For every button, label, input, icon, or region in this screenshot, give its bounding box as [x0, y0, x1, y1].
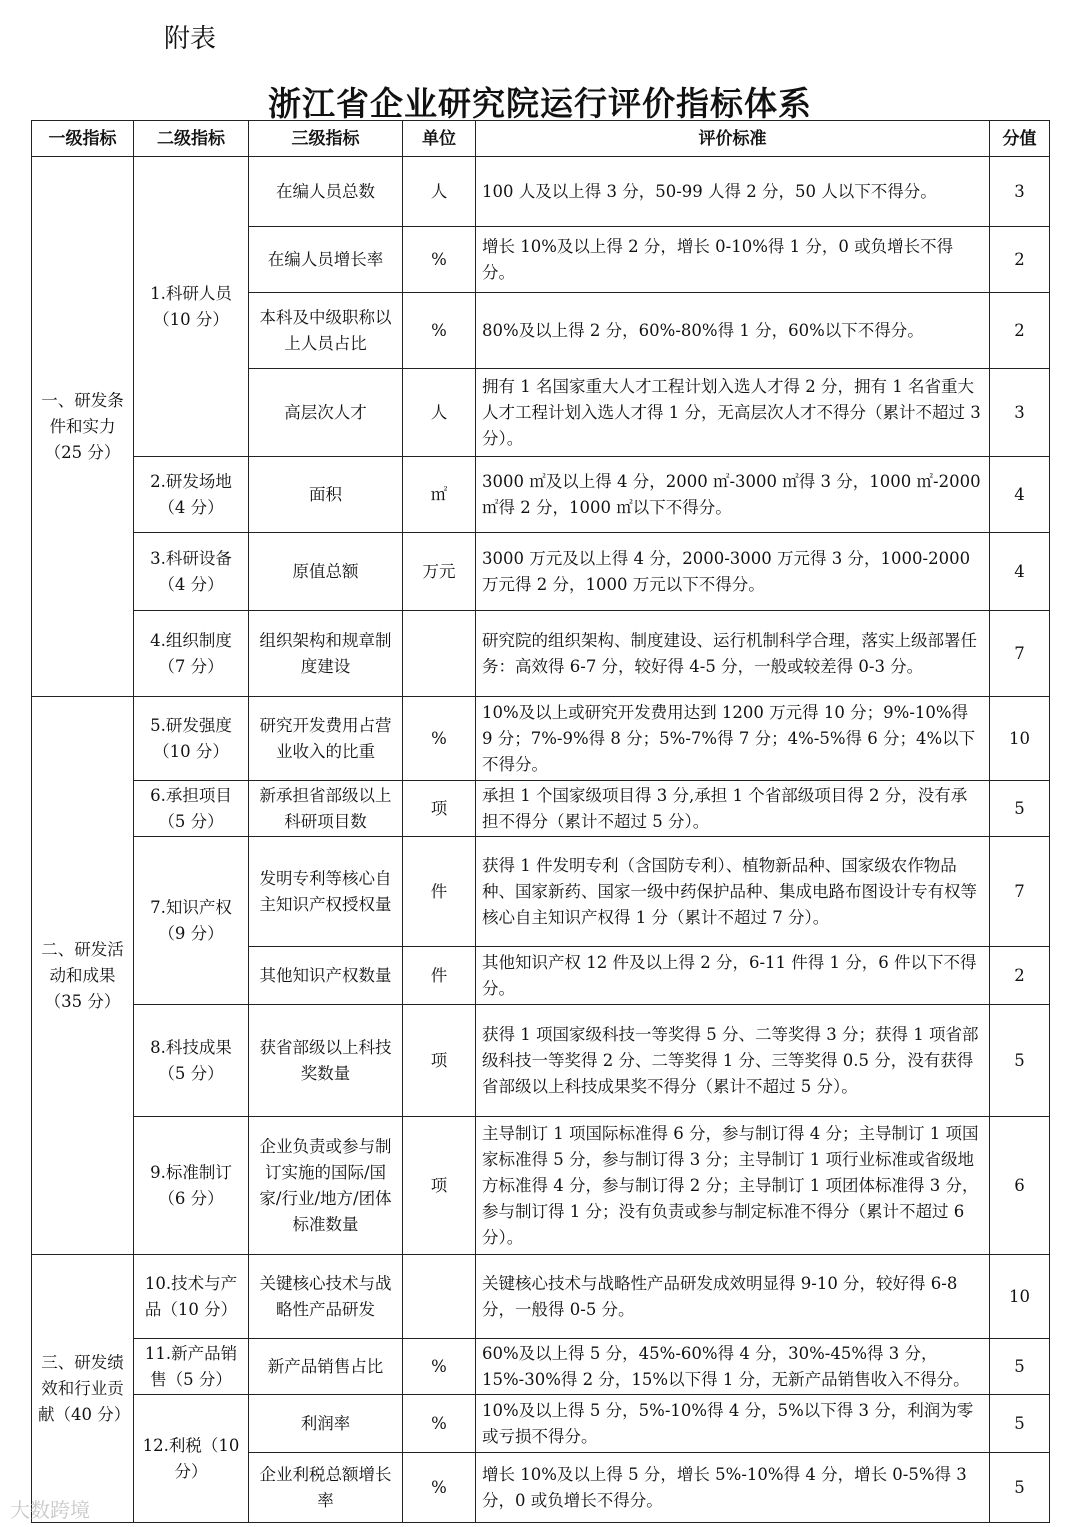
- unit-cell: 人: [403, 157, 476, 227]
- level3-cell: 新承担省部级以上科研项目数: [249, 781, 403, 837]
- level2-cell: 2.研发场地（4 分）: [134, 457, 249, 533]
- unit-cell: 件: [403, 837, 476, 947]
- score-cell: 4: [990, 533, 1050, 611]
- table-row: [32, 1005, 1050, 1117]
- score-cell: 7: [990, 611, 1050, 697]
- level2-cell: 8.科技成果（5 分）: [134, 1005, 249, 1117]
- table-row: [32, 1395, 1050, 1453]
- table-row: [32, 1339, 1050, 1395]
- score-cell: 7: [990, 837, 1050, 947]
- table-row: [32, 1117, 1050, 1255]
- criteria-cell: 10%及以上得 5 分，5%-10%得 4 分，5%以下得 3 分，利润为零或亏损不得分。: [476, 1395, 990, 1453]
- unit-cell: %: [403, 1339, 476, 1395]
- level3-cell: 获省部级以上科技奖数量: [249, 1005, 403, 1117]
- score-cell: 5: [990, 1453, 1050, 1523]
- level3-cell: 研究开发费用占营业收入的比重: [249, 697, 403, 781]
- unit-cell: 项: [403, 781, 476, 837]
- header-row: [32, 121, 1050, 157]
- score-cell: 4: [990, 457, 1050, 533]
- watermark-text: 大数跨境: [10, 1498, 90, 1522]
- unit-cell: 项: [403, 1005, 476, 1117]
- criteria-cell: 研究院的组织架构、制度建设、运行机制科学合理，落实上级部署任务：高效得 6-7 分，较好得 4-5 分，一般或较差得 0-3 分。: [476, 611, 990, 697]
- criteria-cell: 拥有 1 名国家重大人才工程计划入选人才得 2 分，拥有 1 名省重大人才工程计划入选人才得 1 分，无高层次人才不得分（累计不超过 3 分）。: [476, 369, 990, 457]
- criteria-cell: 增长 10%及以上得 2 分，增长 0-10%得 1 分，0 或负增长不得分。: [476, 227, 990, 293]
- unit-cell: %: [403, 697, 476, 781]
- score-cell: 5: [990, 1005, 1050, 1117]
- level3-cell: 本科及中级职称以上人员占比: [249, 293, 403, 369]
- level2-cell: 3.科研设备（4 分）: [134, 533, 249, 611]
- score-cell: 6: [990, 1117, 1050, 1255]
- criteria-cell: 80%及以上得 2 分，60%-80%得 1 分，60%以下不得分。: [476, 293, 990, 369]
- criteria-cell: 获得 1 件发明专利（含国防专利）、植物新品种、国家级农作物品种、国家新药、国家一级中药保护品种、集成电路布图设计专有权等核心自主知识产权得 1 分（累计不超过 7 分）。: [476, 837, 990, 947]
- level2-cell: 4.组织制度（7 分）: [134, 611, 249, 697]
- level2-cell: 9.标准制订（6 分）: [134, 1117, 249, 1255]
- table-row: [32, 781, 1050, 837]
- table-row: [32, 457, 1050, 533]
- level3-cell: 原值总额: [249, 533, 403, 611]
- level3-cell: 利润率: [249, 1395, 403, 1453]
- level2-cell: 6.承担项目（5 分）: [134, 781, 249, 837]
- col-header-criteria: 评价标准: [476, 121, 990, 157]
- score-cell: 5: [990, 1395, 1050, 1453]
- score-cell: 5: [990, 1339, 1050, 1395]
- col-header-level1: 一级指标: [32, 121, 134, 157]
- col-header-level3: 三级指标: [249, 121, 403, 157]
- unit-cell: 人: [403, 369, 476, 457]
- unit-cell: [403, 611, 476, 697]
- table-row: [32, 1255, 1050, 1339]
- level3-cell: 企业利税总额增长率: [249, 1453, 403, 1523]
- level3-cell: 其他知识产权数量: [249, 947, 403, 1005]
- level2-cell: 5.研发强度（10 分）: [134, 697, 249, 781]
- level3-cell: 组织架构和规章制度建设: [249, 611, 403, 697]
- level1-cell: 一、研发条件和实力（25 分）: [32, 157, 134, 697]
- unit-cell: 万元: [403, 533, 476, 611]
- level2-cell: 10.技术与产品（10 分）: [134, 1255, 249, 1339]
- score-cell: 5: [990, 781, 1050, 837]
- level3-cell: 面积: [249, 457, 403, 533]
- criteria-cell: 承担 1 个国家级项目得 3 分,承担 1 个省部级项目得 2 分，没有承担不得分（累计不超过 5 分）。: [476, 781, 990, 837]
- col-header-unit: 单位: [403, 121, 476, 157]
- unit-cell: ㎡: [403, 457, 476, 533]
- criteria-cell: 10%及以上或研究开发费用达到 1200 万元得 10 分；9%-10%得 9 分；7%-9%得 8 分；5%-7%得 7 分；4%-5%得 6 分；4%以下不得分。: [476, 697, 990, 781]
- level3-cell: 关键核心技术与战略性产品研发: [249, 1255, 403, 1339]
- page-title: 浙江省企业研究院运行评价指标体系: [268, 84, 812, 123]
- criteria-cell: 3000 万元及以上得 4 分，2000-3000 万元得 3 分，1000-2000 万元得 2 分，1000 万元以下不得分。: [476, 533, 990, 611]
- level2-cell: 12.利税（10 分）: [134, 1395, 249, 1523]
- unit-cell: [403, 1255, 476, 1339]
- score-cell: 10: [990, 697, 1050, 781]
- table-row: [32, 611, 1050, 697]
- score-cell: 10: [990, 1255, 1050, 1339]
- unit-cell: %: [403, 293, 476, 369]
- col-header-score: 分值: [990, 121, 1050, 157]
- level2-cell: 1.科研人员（10 分）: [134, 157, 249, 457]
- criteria-cell: 60%及以上得 5 分，45%-60%得 4 分，30%-45%得 3 分，15%-30%得 2 分，15%以下得 1 分，无新产品销售收入不得分。: [476, 1339, 990, 1395]
- col-header-level2: 二级指标: [134, 121, 249, 157]
- score-cell: 3: [990, 369, 1050, 457]
- criteria-cell: 关键核心技术与战略性产品研发成效明显得 9-10 分，较好得 6-8 分，一般得 0-5 分。: [476, 1255, 990, 1339]
- criteria-cell: 3000 ㎡及以上得 4 分，2000 ㎡-3000 ㎡得 3 分，1000 ㎡-2000 ㎡得 2 分，1000 ㎡以下不得分。: [476, 457, 990, 533]
- level3-cell: 企业负责或参与制订实施的国际/国家/行业/地方/团体标准数量: [249, 1117, 403, 1255]
- level3-cell: 在编人员总数: [249, 157, 403, 227]
- criteria-cell: 其他知识产权 12 件及以上得 2 分，6-11 件得 1 分，6 件以下不得分。: [476, 947, 990, 1005]
- table-row: [32, 697, 1050, 781]
- level3-cell: 发明专利等核心自主知识产权授权量: [249, 837, 403, 947]
- unit-cell: 件: [403, 947, 476, 1005]
- table-row: [32, 837, 1050, 947]
- unit-cell: 项: [403, 1117, 476, 1255]
- table-row: [32, 533, 1050, 611]
- unit-cell: %: [403, 1453, 476, 1523]
- score-cell: 3: [990, 157, 1050, 227]
- level2-cell: 11.新产品销售（5 分）: [134, 1339, 249, 1395]
- table-row: [32, 157, 1050, 227]
- unit-cell: %: [403, 1395, 476, 1453]
- level3-cell: 新产品销售占比: [249, 1339, 403, 1395]
- criteria-cell: 主导制订 1 项国际标准得 6 分，参与制订得 4 分；主导制订 1 项国家标准得 5 分，参与制订得 3 分；主导制订 1 项行业标准或省级地方标准得 4 分，参与制订得 2 分；主导制订 1 项团体标准得 3 分，参与制订得 1 分；没有负责或参与制定标准不得分（累计不超过 6 分）。: [476, 1117, 990, 1255]
- criteria-cell: 100 人及以上得 3 分，50-99 人得 2 分，50 人以下不得分。: [476, 157, 990, 227]
- score-cell: 2: [990, 227, 1050, 293]
- indicator-table: [31, 120, 1050, 1523]
- score-cell: 2: [990, 293, 1050, 369]
- annex-label: 附表: [164, 24, 217, 54]
- level1-cell: 三、研发绩效和行业贡献（40 分）: [32, 1255, 134, 1523]
- criteria-cell: 获得 1 项国家级科技一等奖得 5 分、二等奖得 3 分；获得 1 项省部级科技一等奖得 2 分、二等奖得 1 分、三等奖得 0.5 分，没有获得省部级以上科技成果奖不得分（累计不超过 5 分）。: [476, 1005, 990, 1117]
- criteria-cell: 增长 10%及以上得 5 分，增长 5%-10%得 4 分，增长 0-5%得 3 分，0 或负增长不得分。: [476, 1453, 990, 1523]
- level3-cell: 在编人员增长率: [249, 227, 403, 293]
- unit-cell: %: [403, 227, 476, 293]
- level3-cell: 高层次人才: [249, 369, 403, 457]
- level1-cell: 二、研发活动和成果（35 分）: [32, 697, 134, 1255]
- score-cell: 2: [990, 947, 1050, 1005]
- level2-cell: 7.知识产权（9 分）: [134, 837, 249, 1005]
